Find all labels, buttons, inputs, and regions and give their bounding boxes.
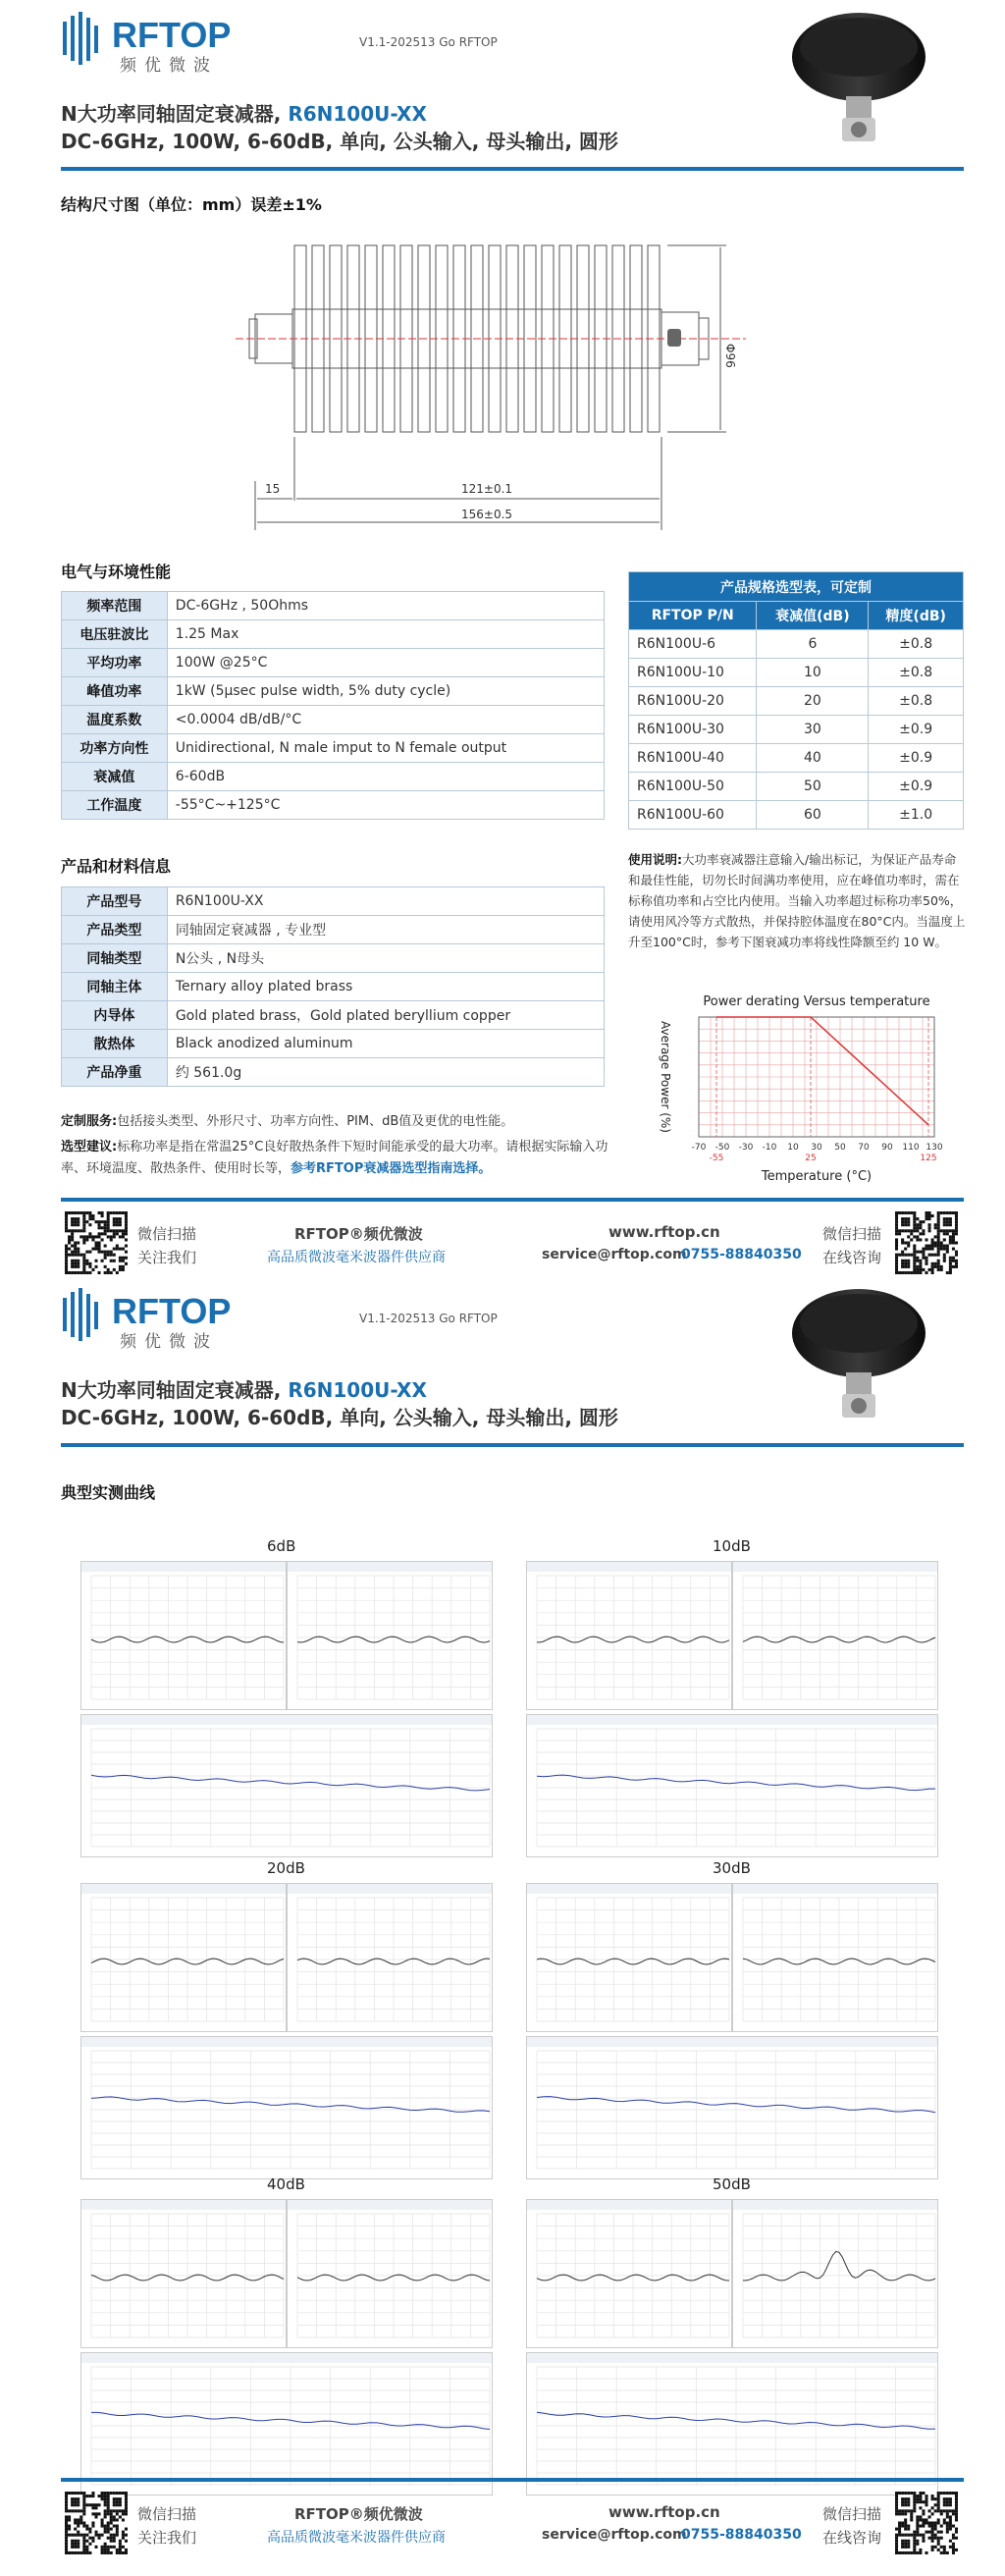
spec-value: 1.25 Max (167, 620, 604, 649)
footer-phone: 0755-88840350 (681, 2527, 802, 2543)
x-tick-label: -50 (714, 1143, 730, 1153)
spec-key: 产品型号 (62, 887, 168, 916)
x-tick-label: -70 (691, 1143, 707, 1153)
table-cell: 50 (757, 773, 869, 801)
dim-15: 15 (265, 482, 281, 496)
page-1 (0, 0, 1005, 1276)
spec-key: 电压驻波比 (62, 620, 168, 649)
product-image (785, 1284, 932, 1431)
table-row (629, 744, 964, 773)
x-tick-label: 90 (881, 1143, 893, 1153)
spec-value: 100W @25°C (167, 649, 604, 677)
derating-line (716, 1017, 928, 1125)
column-header: 衰减值(dB) (757, 602, 869, 630)
electrical-table (61, 591, 605, 820)
table-cell: 10 (757, 659, 869, 687)
footer-website[interactable]: www.rftop.cn (608, 2503, 720, 2521)
curve-label: 20dB (267, 1859, 305, 1877)
table-cell: 20 (757, 687, 869, 716)
spec-key: 平均功率 (62, 649, 168, 677)
x-tick-label: 50 (834, 1143, 846, 1153)
footer-divider (61, 1198, 964, 1202)
table-cell: 60 (757, 801, 869, 830)
table-row (62, 916, 605, 944)
material-table (61, 886, 605, 1087)
footer-slogan: 高品质微波毫米波器件供应商 (267, 1250, 446, 1265)
column-header: RFTOP P/N (629, 602, 757, 630)
red-tick-label: 125 (920, 1154, 937, 1163)
vswr-plot (80, 1883, 287, 2032)
product-image (785, 8, 932, 155)
dim-phi: Φ96 (723, 344, 737, 368)
vswr-plot (287, 1561, 493, 1710)
table-cell: 30 (757, 716, 869, 744)
dimension-title: 结构尺寸图（单位：mm）误差±1% (61, 195, 322, 214)
curve-label: 30dB (713, 1859, 751, 1877)
x-tick-label: 30 (811, 1143, 822, 1153)
footer-website[interactable]: www.rftop.cn (608, 1223, 720, 1241)
dim-121: 121±0.1 (461, 482, 513, 496)
table-cell: ±1.0 (869, 801, 964, 830)
footer-brand: RFTOP®频优微波 (294, 1225, 423, 1243)
footer-brand: RFTOP®频优微波 (294, 2505, 423, 2523)
custom-service: 定制服务:包括接头类型、外形尺寸、功率方向性、PIM、dB值及更优的电性能。 (61, 1114, 514, 1129)
table-row (62, 1001, 605, 1030)
footer-wechat-2: 微信扫描 (822, 1225, 882, 1243)
x-tick-label: 70 (858, 1143, 870, 1153)
curve-label: 10dB (713, 1537, 751, 1555)
logo-cn-text: 频优微波 (120, 1332, 218, 1352)
attenuation-plot (526, 2036, 938, 2179)
header-divider (61, 1443, 964, 1447)
footer-wechat-2: 微信扫描 (822, 2505, 882, 2523)
electrical-title: 电气与环境性能 (61, 563, 172, 581)
table-row (62, 791, 605, 820)
vswr-plot (526, 1883, 732, 2032)
table-row (629, 716, 964, 744)
version-label: V1.1-202513 Go RFTOP (359, 35, 498, 49)
x-tick-label: 130 (926, 1143, 943, 1153)
qr-code-consult (895, 2492, 958, 2554)
spec-key: 散热体 (62, 1030, 168, 1058)
x-tick-label: 110 (902, 1143, 920, 1153)
table-cell: 40 (757, 744, 869, 773)
curve-label: 40dB (267, 2175, 305, 2193)
curve-label: 6dB (267, 1537, 296, 1555)
material-title: 产品和材料信息 (61, 857, 172, 876)
table-cell: R6N100U-30 (629, 716, 757, 744)
spec-value: <0.0004 dB/dB/°C (167, 706, 604, 734)
table-cell: R6N100U-10 (629, 659, 757, 687)
y-axis-label: Average Power (%) (659, 1021, 672, 1133)
column-header: 精度(dB) (869, 602, 964, 630)
spec-value: 同轴固定衰减器 , 专业型 (167, 916, 604, 944)
table-row (62, 706, 605, 734)
spec-value: DC-6GHz , 50Ohms (167, 592, 604, 620)
table-row (62, 1030, 605, 1058)
page-2 (0, 1276, 1005, 2576)
table-row (62, 649, 605, 677)
footer-consult: 在线咨询 (822, 1249, 882, 1266)
table-row (62, 887, 605, 916)
spec-key: 频率范围 (62, 592, 168, 620)
spec-key: 产品类型 (62, 916, 168, 944)
table-row (629, 773, 964, 801)
table-row (62, 973, 605, 1001)
spec-key: 衰减值 (62, 763, 168, 791)
spec-key: 产品净重 (62, 1058, 168, 1087)
footer-wechat-1: 微信扫描 (137, 1225, 197, 1243)
svg-text:RFTOP: RFTOP (112, 1291, 232, 1331)
footer (0, 1198, 1005, 1286)
spec-value: R6N100U-XX (167, 887, 604, 916)
derating-title: Power derating Versus temperature (703, 994, 930, 1009)
table-cell: R6N100U-60 (629, 801, 757, 830)
guide-link[interactable]: 参考RFTOP衰减器选型指南选择。 (291, 1161, 492, 1176)
vswr-plot (287, 1883, 493, 2032)
attenuation-plot (80, 2036, 493, 2179)
table-cell: ±0.9 (869, 744, 964, 773)
header-2 (0, 1276, 1005, 1451)
qr-code-follow (65, 1211, 128, 1274)
footer-consult: 在线咨询 (822, 2529, 882, 2547)
table-row (62, 592, 605, 620)
spec-value: Gold plated brass，Gold plated beryllium copper (167, 1001, 604, 1030)
spec-value: 6-60dB (167, 763, 604, 791)
curve-label: 50dB (713, 2175, 751, 2193)
header-divider (61, 167, 964, 171)
table-row (62, 1058, 605, 1087)
qr-code-consult (895, 1211, 958, 1274)
spec-key: 温度系数 (62, 706, 168, 734)
spec-value: N公头 , N母头 (167, 944, 604, 973)
spec-value: 约 561.0g (167, 1058, 604, 1087)
vswr-plot (526, 2199, 732, 2348)
spec-value: 1kW (5μsec pulse width, 5% duty cycle) (167, 677, 604, 706)
product-subtitle: DC-6GHz, 100W, 6-60dB, 单向, 公头输入, 母头输出, 圆形 (61, 1406, 618, 1429)
table-cell: 6 (757, 630, 869, 659)
dimension-drawing (236, 236, 785, 540)
dim-156: 156±0.5 (461, 508, 513, 521)
table-cell: ±0.9 (869, 716, 964, 744)
spec-value: -55°C~+125°C (167, 791, 604, 820)
attenuation-plot (80, 1714, 493, 1857)
footer-2 (0, 2478, 1005, 2566)
table-row (62, 677, 605, 706)
table-row (629, 659, 964, 687)
selection-table (628, 571, 964, 830)
table-cell: ±0.8 (869, 659, 964, 687)
x-tick-label: -30 (738, 1143, 754, 1153)
derating-chart (638, 992, 962, 1188)
svg-text:RFTOP: RFTOP (112, 15, 232, 55)
vswr-plot (732, 1883, 938, 2032)
vswr-plot (80, 2199, 287, 2348)
spec-key: 功率方向性 (62, 734, 168, 763)
version-label: V1.1-202513 Go RFTOP (359, 1312, 498, 1325)
footer-phone: 0755-88840350 (681, 1247, 802, 1262)
x-axis-label: Temperature (°C) (761, 1169, 873, 1184)
product-title: N大功率同轴固定衰减器, R6N100U-XX (61, 102, 427, 126)
attenuation-plot (526, 1714, 938, 1857)
footer-follow: 关注我们 (137, 1249, 197, 1266)
spec-key: 同轴类型 (62, 944, 168, 973)
header (0, 0, 1005, 175)
usage-note: 使用说明:大功率衰减器注意输入/输出标记，为保证产品寿命和最佳性能，切勿长时间满功率使用，应在峰值功率时，需在标称值功率和占空比内使用。当输入功率超过标称功率50%，请使用风冷等方式散热，并保持腔体温度在80°C内。当温度上升至100°C时，参考下图衰减功率将线性降额至约 10 W。 (628, 852, 966, 949)
table-cell: R6N100U-50 (629, 773, 757, 801)
qr-code-follow (65, 2492, 128, 2554)
spec-key: 工作温度 (62, 791, 168, 820)
spec-key: 峰值功率 (62, 677, 168, 706)
table-row (629, 687, 964, 716)
spec-value: Ternary alloy plated brass (167, 973, 604, 1001)
table-cell: R6N100U-40 (629, 744, 757, 773)
curves-title: 典型实测曲线 (61, 1483, 156, 1502)
table-row (629, 630, 964, 659)
footer-email[interactable]: service@rftop.com (542, 1247, 687, 1262)
vswr-plot (526, 1561, 732, 1710)
spec-key: 内导体 (62, 1001, 168, 1030)
product-subtitle: DC-6GHz, 100W, 6-60dB, 单向, 公头输入, 母头输出, 圆形 (61, 130, 618, 153)
attenuation-plot (526, 2352, 938, 2496)
product-title: N大功率同轴固定衰减器, R6N100U-XX (61, 1378, 427, 1402)
logo-cn-text: 频优微波 (120, 56, 218, 76)
table-cell: ±0.8 (869, 687, 964, 716)
vswr-plot (732, 1561, 938, 1710)
spec-value: Unidirectional, N male imput to N female output (167, 734, 604, 763)
x-tick-label: -10 (762, 1143, 777, 1153)
selection-advice: 选型建议:标称功率是指在常温25°C良好散热条件下短时间能承受的最大功率。请根据实际输入功率、环境温度、散热条件、使用时长等，参考RFTOP衰减器选型指南选择。 (61, 1140, 608, 1176)
vswr-plot (732, 2199, 938, 2348)
footer-email[interactable]: service@rftop.com (542, 2527, 687, 2543)
x-tick-label: 10 (787, 1143, 799, 1153)
table-row (629, 801, 964, 830)
spec-key: 同轴主体 (62, 973, 168, 1001)
selection-caption: 产品规格选型表，可定制 (629, 572, 964, 602)
table-row (62, 763, 605, 791)
attenuation-plot (80, 2352, 493, 2496)
red-tick-label: 25 (805, 1154, 817, 1163)
vswr-plot (287, 2199, 493, 2348)
footer-wechat-1: 微信扫描 (137, 2505, 197, 2523)
table-row (62, 734, 605, 763)
red-tick-label: -55 (709, 1154, 724, 1163)
footer-follow: 关注我们 (137, 2529, 197, 2547)
spec-value: Black anodized aluminum (167, 1030, 604, 1058)
footer-slogan: 高品质微波毫米波器件供应商 (267, 2530, 446, 2546)
table-cell: ±0.8 (869, 630, 964, 659)
table-cell: R6N100U-20 (629, 687, 757, 716)
table-row (62, 944, 605, 973)
table-cell: R6N100U-6 (629, 630, 757, 659)
table-row (62, 620, 605, 649)
footer-divider (61, 2478, 964, 2482)
vswr-plot (80, 1561, 287, 1710)
table-cell: ±0.9 (869, 773, 964, 801)
